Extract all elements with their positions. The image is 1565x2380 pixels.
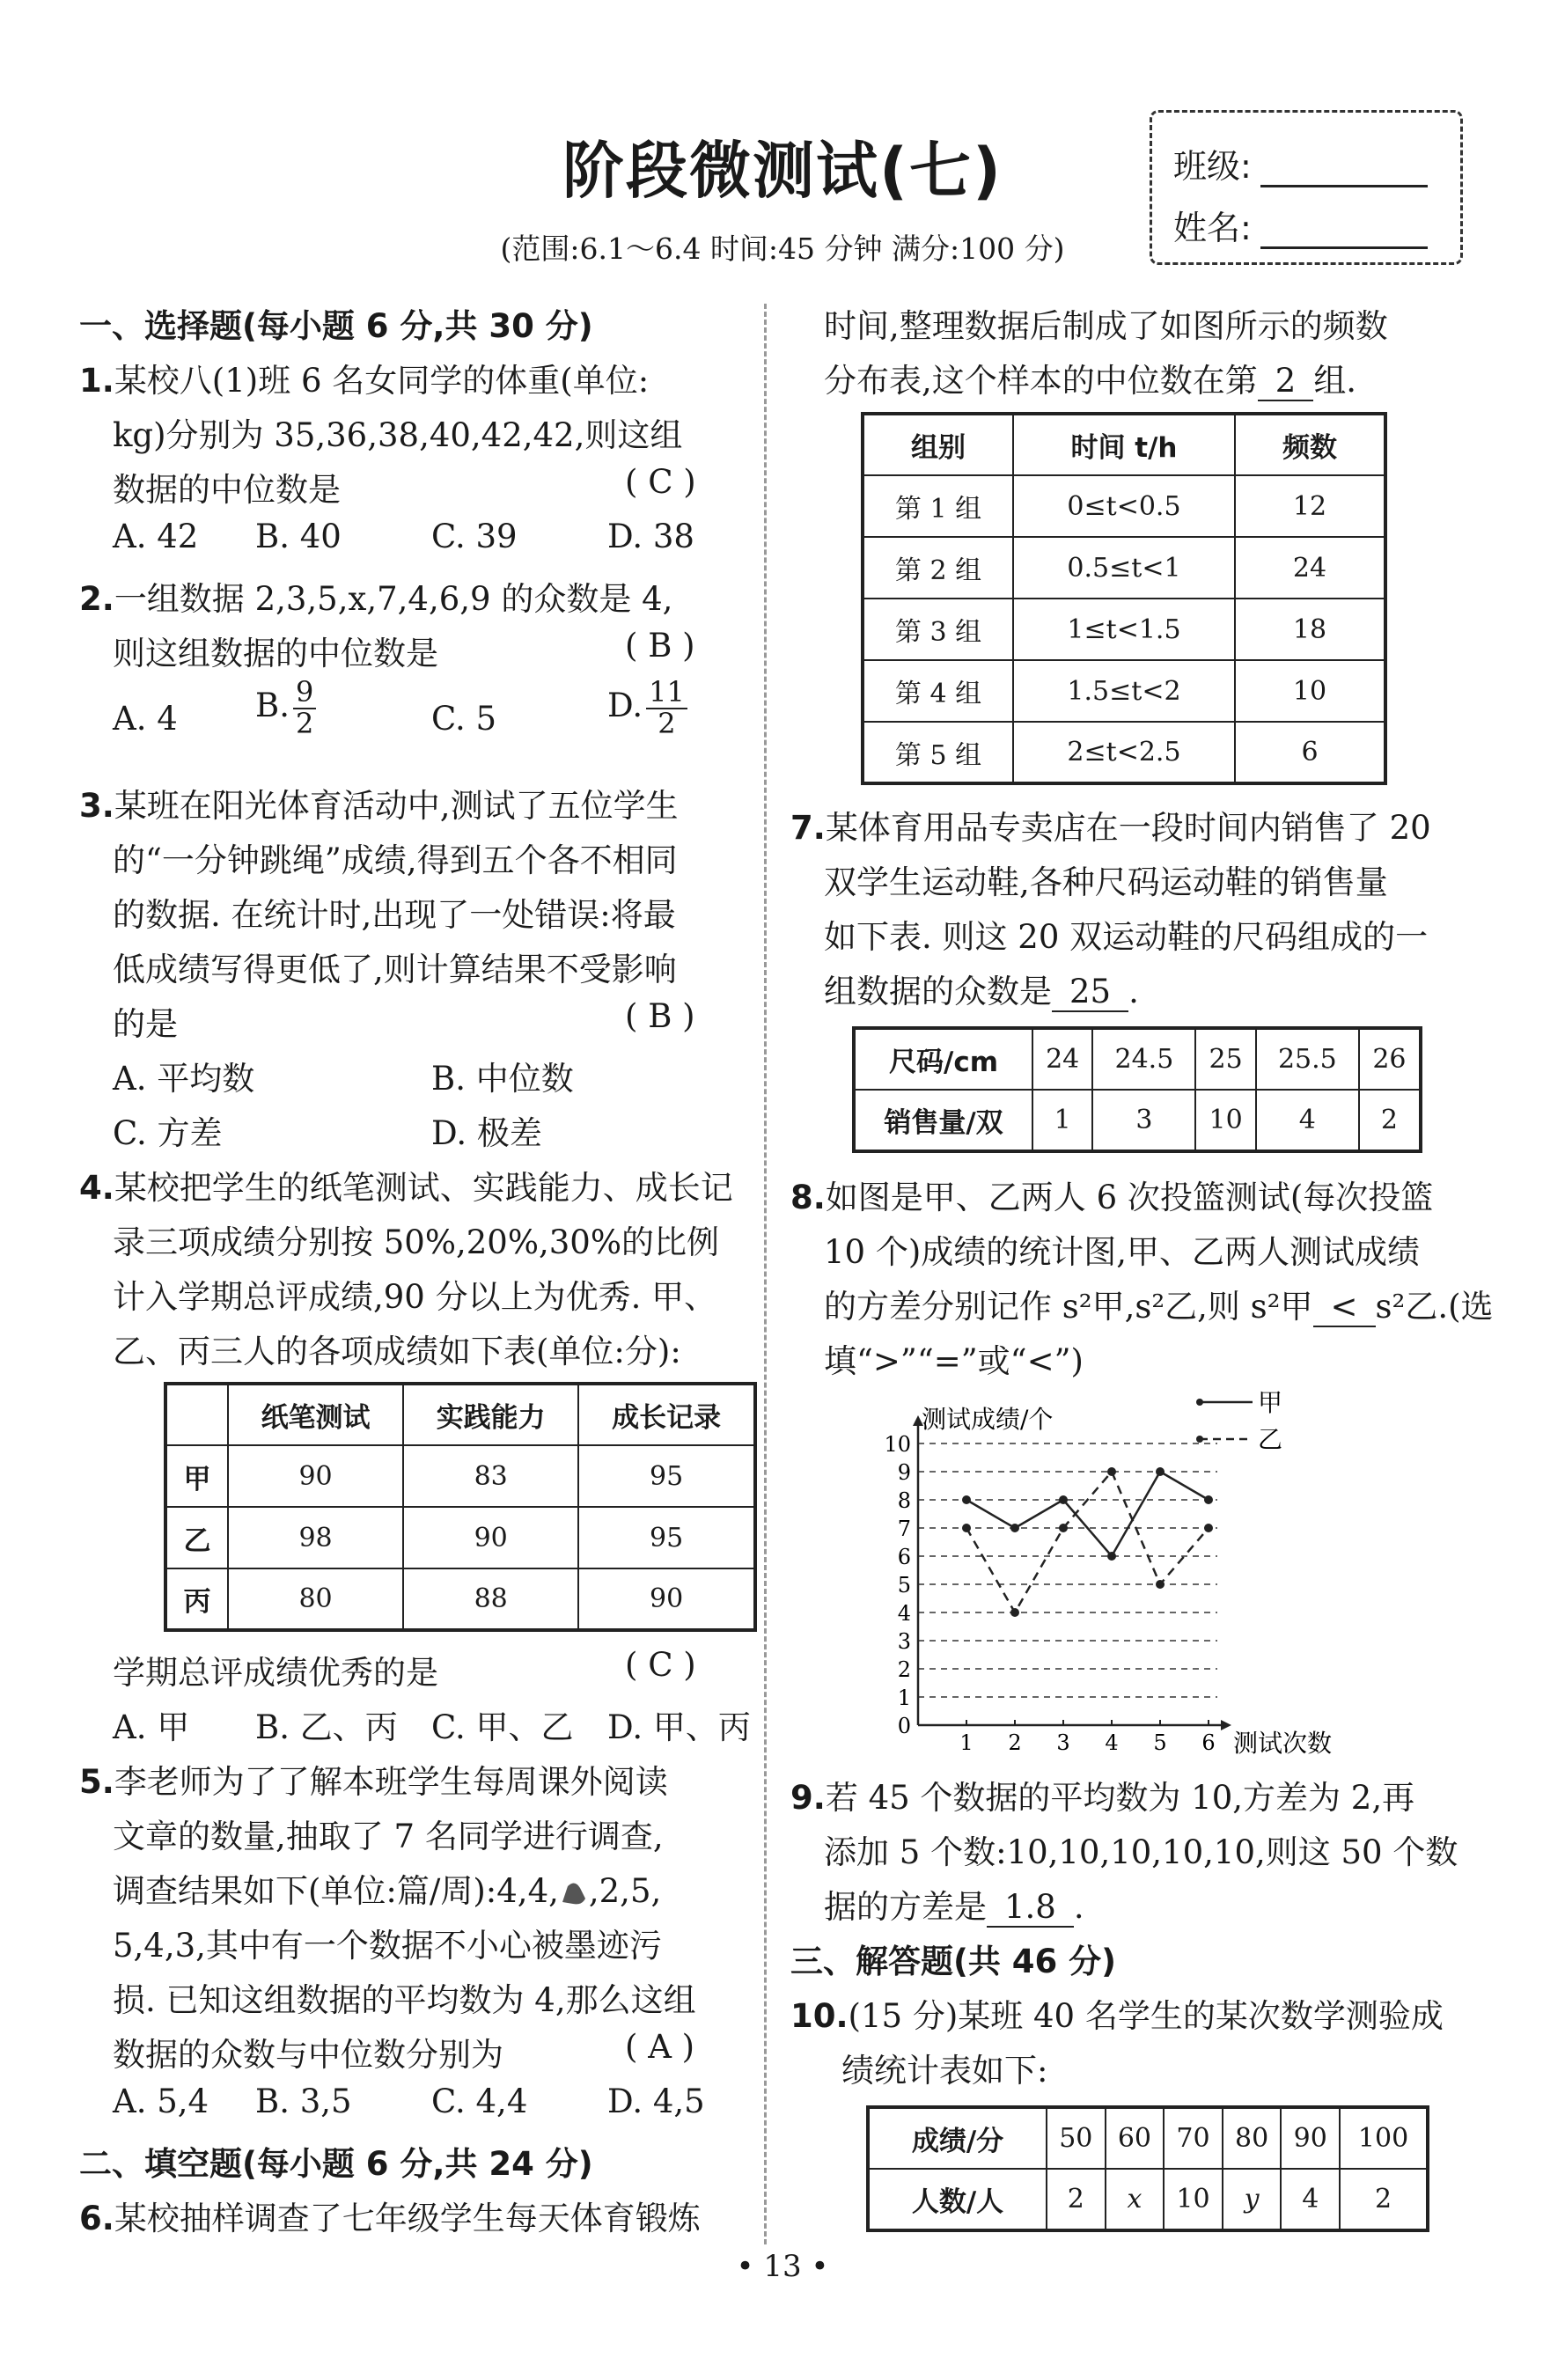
data-point bbox=[1204, 1524, 1213, 1532]
q6-answer-blank[interactable]: 2 bbox=[1258, 362, 1314, 401]
column-divider bbox=[764, 304, 767, 2244]
q8-line3: 的方差分别记作 s²甲,s²乙,则 s²甲 < s²乙.(选 bbox=[824, 1288, 1494, 1326]
q4-line1: 某校把学生的纸笔测试、实践能力、成长记 bbox=[114, 1169, 733, 1207]
q4-header-practice: 实践能力 bbox=[403, 1384, 578, 1445]
class-label: 班级: bbox=[1173, 147, 1252, 186]
q1-line2: kg)分别为 35,36,38,40,42,42,则这组 bbox=[113, 416, 683, 454]
legend-label: 甲 bbox=[1258, 1388, 1283, 1417]
x-tick-label: 3 bbox=[1056, 1730, 1070, 1755]
y-tick-label: 8 bbox=[897, 1488, 911, 1513]
legend-label: 乙 bbox=[1258, 1425, 1283, 1454]
q5-line2: 文章的数量,抽取了 7 名同学进行调查, bbox=[113, 1818, 664, 1855]
class-field[interactable] bbox=[1173, 139, 1428, 187]
q10-score-table bbox=[866, 2105, 1429, 2232]
q7-line3: 如下表. 则这 20 双运动鞋的尺码组成的一 bbox=[824, 918, 1429, 956]
x-axis-label: 测试次数 bbox=[1233, 1729, 1333, 1756]
x-axis-arrow bbox=[1221, 1720, 1231, 1730]
score-line-chart bbox=[870, 1386, 1415, 1756]
series-line-yi bbox=[966, 1472, 1209, 1612]
section-3-heading: 三、解答题(共 46 分) bbox=[790, 1943, 1117, 1980]
q4-line4: 乙、丙三人的各项成绩如下表(单位:分): bbox=[113, 1333, 681, 1370]
q7-answer-blank[interactable]: 25 bbox=[1052, 973, 1128, 1012]
q1-line3: 数据的中位数是 bbox=[113, 471, 341, 509]
y-tick-label: 3 bbox=[897, 1629, 911, 1654]
q4-score-table bbox=[164, 1382, 757, 1632]
q5-line3: 调查结果如下(单位:篇/周):4,4, ,2,5, bbox=[113, 1872, 662, 1910]
x-tick-label: 5 bbox=[1153, 1730, 1167, 1755]
y-tick-label: 7 bbox=[897, 1517, 911, 1541]
q2-option-c: C. 5 bbox=[431, 700, 497, 738]
q1-line1: 某校八(1)班 6 名女同学的体重(单位: bbox=[114, 362, 650, 400]
x-tick-label: 6 bbox=[1201, 1730, 1216, 1755]
data-point bbox=[1107, 1467, 1116, 1476]
q3-line5: 的是 bbox=[113, 1005, 178, 1043]
table-row: 丙 80 88 90 bbox=[165, 1568, 755, 1630]
q3-line4: 低成绩写得更低了,则计算结果不受影响 bbox=[113, 951, 677, 988]
q1-option-c: C. 39 bbox=[431, 518, 518, 555]
q5-number: 5. bbox=[79, 1763, 114, 1801]
q2-line2: 则这组数据的中位数是 bbox=[113, 635, 438, 672]
test-meta: (范围:6.1～6.4 时间:45 分钟 满分:100 分) bbox=[500, 231, 1065, 266]
q6-header-time: 时间 t/h bbox=[1013, 414, 1235, 475]
q6-line1: 某校抽样调查了七年级学生每天体育锻炼 bbox=[114, 2200, 701, 2237]
q9-line1: 若 45 个数据的平均数为 10,方差为 2,再 bbox=[825, 1779, 1415, 1817]
q8-number: 8. bbox=[790, 1179, 826, 1216]
q10-number: 10. bbox=[790, 1997, 849, 2035]
q3-option-d: D. 极差 bbox=[431, 1114, 542, 1152]
x-tick-label: 1 bbox=[959, 1730, 974, 1755]
legend-marker bbox=[1196, 1436, 1203, 1443]
q5-option-d: D. 4,5 bbox=[607, 2082, 705, 2120]
class-blank[interactable] bbox=[1260, 158, 1428, 187]
y-tick-label: 6 bbox=[897, 1545, 911, 1569]
q6-start bbox=[79, 2192, 701, 2239]
table-row: 乙 98 90 95 bbox=[165, 1507, 755, 1568]
name-box bbox=[1150, 110, 1463, 265]
q1-option-b: B. 40 bbox=[255, 518, 342, 555]
q4-option-d: D. 甲、丙 bbox=[607, 1708, 751, 1746]
y-tick-label: 9 bbox=[897, 1460, 911, 1485]
q9-answer-blank[interactable]: 1.8 bbox=[987, 1888, 1074, 1928]
q8-line4: 填“>”“=”或“<”) bbox=[824, 1342, 1084, 1380]
q5-option-b: B. 3,5 bbox=[255, 2082, 352, 2120]
data-point bbox=[962, 1524, 971, 1532]
q4-option-c: C. 甲、乙 bbox=[431, 1708, 574, 1746]
q3-number: 3. bbox=[79, 787, 114, 825]
table-row: 人数/人 2 x 10 y 4 2 bbox=[868, 2169, 1428, 2230]
table-row: 第 5 组 2≤t<2.5 6 bbox=[863, 722, 1385, 783]
q2-option-a: A. 4 bbox=[113, 700, 178, 738]
q4-header-growth: 成长记录 bbox=[578, 1384, 755, 1445]
table-row: 销售量/双 1 3 10 4 2 bbox=[854, 1090, 1421, 1151]
q7-line2: 双学生运动鞋,各种尺码运动鞋的销售量 bbox=[824, 863, 1388, 901]
q3-line1: 某班在阳光体育活动中,测试了五位学生 bbox=[114, 787, 679, 825]
page-title: 阶段微测试(七) bbox=[562, 135, 1003, 207]
data-point bbox=[1010, 1608, 1019, 1617]
q1-option-d: D. 38 bbox=[607, 518, 694, 555]
q2-option-d-fraction: $\frac{11}{2}$ bbox=[646, 678, 687, 738]
q6-line2: 时间,整理数据后制成了如图所示的频数 bbox=[824, 307, 1388, 345]
data-point bbox=[1010, 1524, 1019, 1532]
section-2-heading: 二、填空题(每小题 6 分,共 24 分) bbox=[79, 2145, 593, 2183]
q7-line1: 某体育用品专卖店在一段时间内销售了 20 bbox=[825, 809, 1431, 847]
q3-option-a: A. 平均数 bbox=[113, 1060, 255, 1098]
table-row: 甲 90 83 95 bbox=[165, 1445, 755, 1507]
y-tick-label: 4 bbox=[897, 1601, 911, 1626]
q10-line2: 绩统计表如下: bbox=[841, 2052, 1048, 2090]
y-tick-label: 10 bbox=[884, 1432, 911, 1457]
q5-line1: 李老师为了了解本班学生每周课外阅读 bbox=[114, 1763, 668, 1801]
q6-header-frequency: 频数 bbox=[1235, 414, 1385, 475]
q1-number: 1. bbox=[79, 362, 114, 400]
q6-number: 6. bbox=[79, 2200, 114, 2237]
q4-line2: 录三项成绩分别按 50%,20%,30%的比例 bbox=[113, 1223, 719, 1261]
x-tick-label: 4 bbox=[1105, 1730, 1119, 1755]
q5-line6: 数据的众数与中位数分别为 bbox=[113, 2036, 503, 2074]
q8-line2: 10 个)成绩的统计图,甲、乙两人测试成绩 bbox=[824, 1233, 1421, 1271]
data-point bbox=[962, 1495, 971, 1504]
q3-line2: 的“一分钟跳绳”成绩,得到五个各不相同 bbox=[113, 841, 678, 879]
q6-line3: 分布表,这个样本的中位数在第 2 组. bbox=[824, 362, 1357, 400]
y-tick-label: 5 bbox=[897, 1573, 911, 1598]
q7-shoe-table bbox=[852, 1026, 1422, 1153]
q5-line5: 损. 已知这组数据的平均数为 4,那么这组 bbox=[113, 1981, 696, 2019]
y-axis-label: 测试成绩/个 bbox=[922, 1405, 1054, 1434]
legend-marker bbox=[1196, 1399, 1203, 1406]
q4-line3: 计入学期总评成绩,90 分以上为优秀. 甲、 bbox=[113, 1278, 717, 1316]
q2-option-b: B. $\frac{9}{2}$ bbox=[255, 678, 316, 738]
name-field[interactable] bbox=[1173, 201, 1428, 249]
q4-number: 4. bbox=[79, 1169, 114, 1207]
page-number: • 13 • bbox=[736, 2249, 829, 2284]
y-tick-label: 1 bbox=[897, 1686, 911, 1710]
q3-line3: 的数据. 在统计时,出现了一处错误:将最 bbox=[113, 896, 676, 934]
q5-option-c: C. 4,4 bbox=[431, 2082, 528, 2120]
q4-answer: ( C ) bbox=[625, 1646, 696, 1684]
q4-option-a: A. 甲 bbox=[113, 1708, 190, 1746]
data-point bbox=[1107, 1552, 1116, 1561]
section-1-heading: 一、选择题(每小题 6 分,共 30 分) bbox=[79, 307, 593, 345]
table-row: 第 3 组 1≤t<1.5 18 bbox=[863, 599, 1385, 660]
q1-option-a: A. 42 bbox=[113, 518, 199, 555]
y-tick-label: 2 bbox=[897, 1657, 911, 1682]
data-point bbox=[1059, 1524, 1068, 1532]
q4-header-written: 纸笔测试 bbox=[228, 1384, 403, 1445]
q2-number: 2. bbox=[79, 580, 114, 618]
q10-line1: (15 分)某班 40 名学生的某次数学测验成 bbox=[848, 1997, 1444, 2035]
series-line-jia bbox=[966, 1472, 1209, 1556]
name-label: 姓名: bbox=[1173, 209, 1252, 247]
q6-frequency-table bbox=[861, 412, 1387, 785]
ink-blot-icon bbox=[559, 1881, 589, 1907]
table-row: 第 2 组 0.5≤t<1 24 bbox=[863, 537, 1385, 599]
q7-number: 7. bbox=[790, 809, 826, 847]
q2-line1: 一组数据 2,3,5,x,7,4,6,9 的众数是 4, bbox=[114, 580, 673, 618]
q4-option-b: B. 乙、丙 bbox=[255, 1708, 398, 1746]
name-blank[interactable] bbox=[1260, 220, 1428, 249]
y-tick-label: 0 bbox=[897, 1714, 911, 1738]
q2-answer: ( B ) bbox=[625, 627, 695, 665]
q6-header-group: 组别 bbox=[863, 414, 1013, 475]
table-row: 第 4 组 1.5≤t<2 10 bbox=[863, 660, 1385, 722]
q5-answer: ( A ) bbox=[625, 2028, 695, 2066]
q4-table-corner bbox=[165, 1384, 228, 1445]
table-row: 成绩/分 50 60 70 80 90 100 bbox=[868, 2107, 1428, 2169]
q8-line1: 如图是甲、乙两人 6 次投篮测试(每次投篮 bbox=[825, 1179, 1434, 1216]
q9-line2: 添加 5 个数:10,10,10,10,10,则这 50 个数 bbox=[824, 1833, 1458, 1871]
q5-option-a: A. 5,4 bbox=[113, 2082, 209, 2120]
data-point bbox=[1156, 1467, 1165, 1476]
data-point bbox=[1204, 1495, 1213, 1504]
q4-line5: 学期总评成绩优秀的是 bbox=[113, 1654, 438, 1692]
q9-number: 9. bbox=[790, 1779, 826, 1817]
q8-answer-blank[interactable]: < bbox=[1313, 1288, 1376, 1327]
q2-option-b-fraction: $\frac{9}{2}$ bbox=[293, 678, 316, 738]
q3-option-b: B. 中位数 bbox=[431, 1060, 574, 1098]
table-row: 尺码/cm 24 24.5 25 25.5 26 bbox=[854, 1028, 1421, 1090]
q5-line4: 5,4,3,其中有一个数据不小心被墨迹污 bbox=[113, 1927, 662, 1965]
data-point bbox=[1059, 1495, 1068, 1504]
data-point bbox=[1156, 1580, 1165, 1589]
q3-answer: ( B ) bbox=[625, 997, 695, 1035]
q9-line3: 据的方差是 1.8 . bbox=[824, 1888, 1084, 1926]
q3-option-c: C. 方差 bbox=[113, 1114, 223, 1152]
table-row: 第 1 组 0≤t<0.5 12 bbox=[863, 475, 1385, 537]
x-tick-label: 2 bbox=[1008, 1730, 1022, 1755]
q1-answer: ( C ) bbox=[625, 463, 696, 501]
q2-option-d: D. $\frac{11}{2}$ bbox=[607, 678, 687, 738]
q7-line4: 组数据的众数是 25 . bbox=[824, 973, 1139, 1010]
